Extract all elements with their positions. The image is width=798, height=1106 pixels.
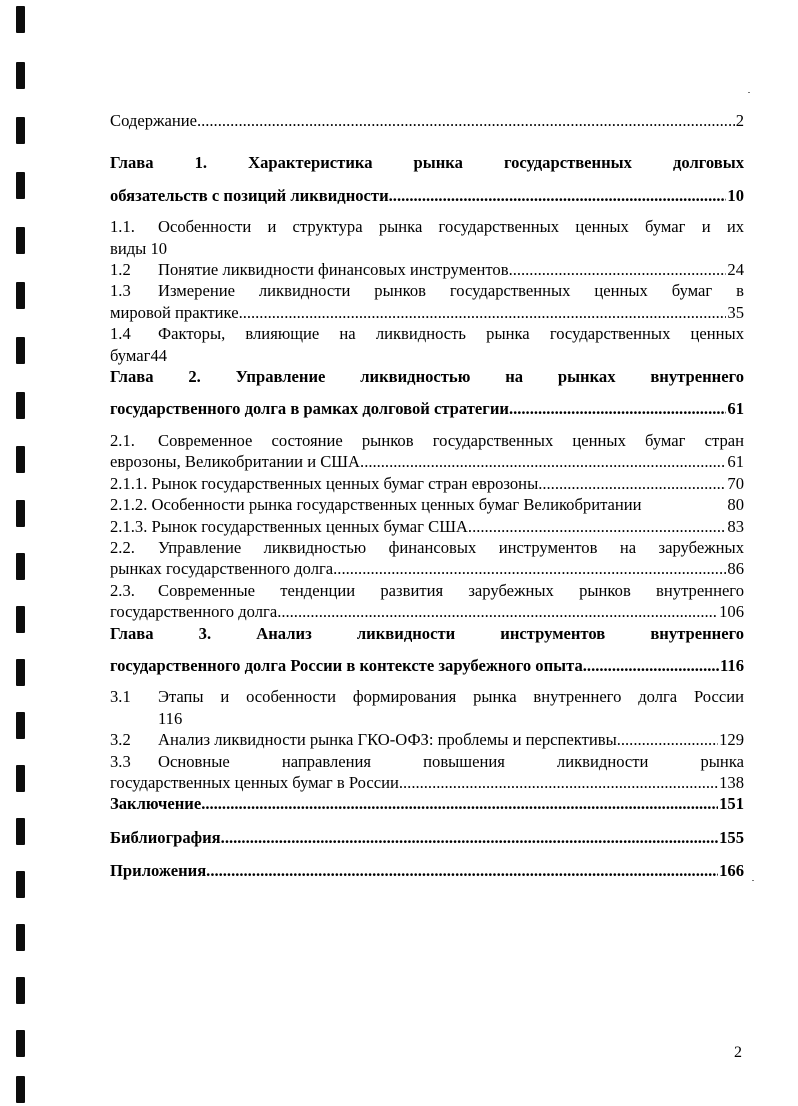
toc-entry-2-1-2[interactable] — [110, 494, 744, 515]
entry-number: 2.2. — [110, 537, 135, 557]
scan-speck — [752, 880, 754, 881]
toc-entry-1-1[interactable] — [110, 216, 744, 259]
entry-label-cont: обязательств с позиций ликвидности — [110, 185, 389, 205]
entry-page: 129 — [719, 730, 744, 750]
binding-hole — [16, 117, 25, 144]
entry-label: Особенности и структура рынка государственных ценных бумаг и их — [158, 217, 744, 237]
toc-entry-1-4[interactable] — [110, 323, 744, 366]
toc-entry-chapter-3[interactable] — [110, 623, 744, 677]
binding-hole — [16, 62, 25, 89]
entry-label: Содержание — [110, 111, 197, 130]
binding-hole — [16, 659, 25, 686]
entry-page: 61 — [727, 399, 744, 419]
binding-hole — [16, 553, 25, 580]
toc-entry-bibliography[interactable] — [110, 827, 744, 848]
binding-hole — [16, 500, 25, 527]
entry-number: 1.2 — [110, 260, 131, 280]
toc-entry-chapter-1[interactable] — [110, 152, 744, 206]
entry-label: Глава 3. Анализ ликвидности инструментов внутреннего — [110, 623, 744, 643]
entry-page: 83 — [727, 516, 744, 536]
binding-hole — [16, 392, 25, 419]
entry-page: 138 — [719, 772, 744, 792]
entry-label: 2.1.2. Особенности рынка государственных ценных бумаг Великобритании — [110, 495, 642, 515]
entry-label: Глава 1. Характеристика рынка государственных долговых — [110, 153, 744, 173]
entry-label-cont: государственных ценных бумаг в России — [110, 772, 399, 792]
entry-label-cont: виды 10 — [110, 238, 168, 258]
binding-hole — [16, 765, 25, 792]
entry-number: 3.1 — [110, 687, 131, 707]
entry-number: 1.1. — [110, 217, 135, 237]
binding-hole — [16, 227, 25, 254]
entry-number: 2.3. — [110, 580, 135, 600]
entry-label: 2.1.1. Рынок государственных ценных бумаг стран еврозоны — [110, 473, 539, 493]
binding-hole — [16, 871, 25, 898]
entry-label: Приложения — [110, 861, 207, 881]
entry-label-cont: 116 — [158, 708, 183, 728]
leader-dots — [587, 655, 719, 676]
entry-label: Этапы и особенности формирования рынка внутреннего долга России — [158, 687, 744, 707]
entry-page: 116 — [720, 655, 744, 675]
leader-dots — [197, 110, 735, 131]
binding-hole — [16, 1076, 25, 1103]
leader-dots — [468, 516, 726, 537]
entry-page: 80 — [727, 495, 744, 515]
page-number: 2 — [734, 1044, 742, 1061]
entry-label-cont: бумаг44 — [110, 345, 168, 365]
entry-page: 61 — [727, 452, 744, 472]
toc-entry-appendices[interactable] — [110, 860, 744, 881]
toc-entry-conclusion[interactable] — [110, 793, 744, 814]
entry-number: 1.4 — [110, 324, 131, 344]
leader-dots — [337, 558, 726, 579]
toc-entry-2-1-3[interactable] — [110, 516, 744, 537]
entry-label-cont: рынках государственного долга. — [110, 559, 338, 579]
leader-dots — [389, 185, 727, 206]
entry-number: 3.3 — [110, 751, 131, 771]
binding-hole — [16, 606, 25, 633]
entry-label: Измерение ликвидности рынков государственных ценных бумаг в — [158, 281, 744, 301]
leader-dots — [509, 259, 727, 280]
entry-label-cont: государственного долга России в контексте зарубежного опыта. — [110, 655, 587, 675]
toc-entry-3-3[interactable] — [110, 751, 744, 794]
entry-page: 86 — [727, 559, 744, 579]
entry-page: 10 — [727, 185, 744, 205]
binding-holes — [0, 0, 40, 1106]
entry-label: Глава 2. Управление ликвидностью на рынках внутреннего — [110, 367, 744, 387]
entry-label: Анализ ликвидности рынка ГКО-ОФЗ: проблемы и перспективы — [158, 730, 617, 750]
toc-entry-1-3[interactable] — [110, 280, 744, 323]
toc-entry-2-2[interactable] — [110, 537, 744, 580]
entry-label: Современные тенденции развития зарубежных рынков внутреннего — [158, 580, 744, 600]
entry-label-cont: мировой практике — [110, 302, 239, 322]
binding-hole — [16, 924, 25, 951]
binding-hole — [16, 282, 25, 309]
toc-entry-3-1[interactable] — [110, 686, 744, 729]
entry-page: 155 — [719, 827, 744, 847]
entry-page: 70 — [727, 473, 744, 493]
entry-page: 2 — [735, 111, 744, 130]
leader-dots — [509, 398, 726, 419]
binding-hole — [16, 977, 25, 1004]
binding-hole — [16, 6, 25, 33]
entry-number: 1.3 — [110, 281, 131, 301]
entry-label-cont: государственного долга — [110, 602, 278, 622]
entry-label: Библиография — [110, 827, 221, 847]
binding-hole — [16, 818, 25, 845]
binding-hole — [16, 1030, 25, 1057]
leader-dots — [364, 451, 726, 472]
entry-label: Современное состояние рынков государственных ценных бумаг стран — [158, 430, 744, 450]
table-of-contents — [110, 110, 744, 882]
entry-label: Заключение — [110, 794, 202, 814]
leader-dots — [239, 302, 727, 323]
leader-dots — [617, 729, 718, 750]
binding-hole — [16, 446, 25, 473]
entry-number: 2.1. — [110, 430, 135, 450]
entry-label: Управление ликвидностью финансовых инструментов на зарубежных — [158, 537, 744, 557]
binding-hole — [16, 172, 25, 199]
leader-dots — [206, 860, 718, 881]
entry-page: 106 — [719, 602, 744, 622]
leader-dots — [538, 473, 726, 494]
entry-label-cont: государственного долга в рамках долговой стратегии — [110, 399, 509, 419]
entry-page: 35 — [727, 302, 744, 322]
entry-page: 24 — [727, 260, 744, 280]
toc-entry-chapter-2[interactable] — [110, 366, 744, 420]
toc-entry-2-3[interactable] — [110, 580, 744, 623]
scan-speck — [748, 92, 750, 93]
leader-dots — [201, 793, 718, 814]
binding-hole — [16, 712, 25, 739]
entry-label: Основные направления повышения ликвидности рынка — [158, 751, 744, 771]
toc-entry-1-2[interactable] — [110, 259, 744, 280]
entry-label: 2.1.3. Рынок государственных ценных бумаг США — [110, 516, 468, 536]
binding-hole — [16, 337, 25, 364]
leader-dots — [221, 827, 718, 848]
entry-label: Факторы, влияющие на ликвидность рынка государственных ценных — [158, 324, 744, 344]
toc-entry-contents[interactable] — [110, 110, 744, 131]
toc-entry-3-2[interactable] — [110, 729, 744, 750]
entry-label: Понятие ликвидности финансовых инструментов — [158, 260, 509, 280]
leader-dots — [277, 601, 718, 622]
entry-number: 3.2 — [110, 730, 131, 750]
toc-entry-2-1-1[interactable] — [110, 473, 744, 494]
toc-entry-2-1[interactable] — [110, 430, 744, 473]
entry-page: 166 — [719, 861, 744, 881]
leader-dots — [399, 772, 718, 793]
entry-label-cont: еврозоны, Великобритании и США. — [110, 452, 365, 472]
entry-page: 151 — [719, 794, 744, 814]
